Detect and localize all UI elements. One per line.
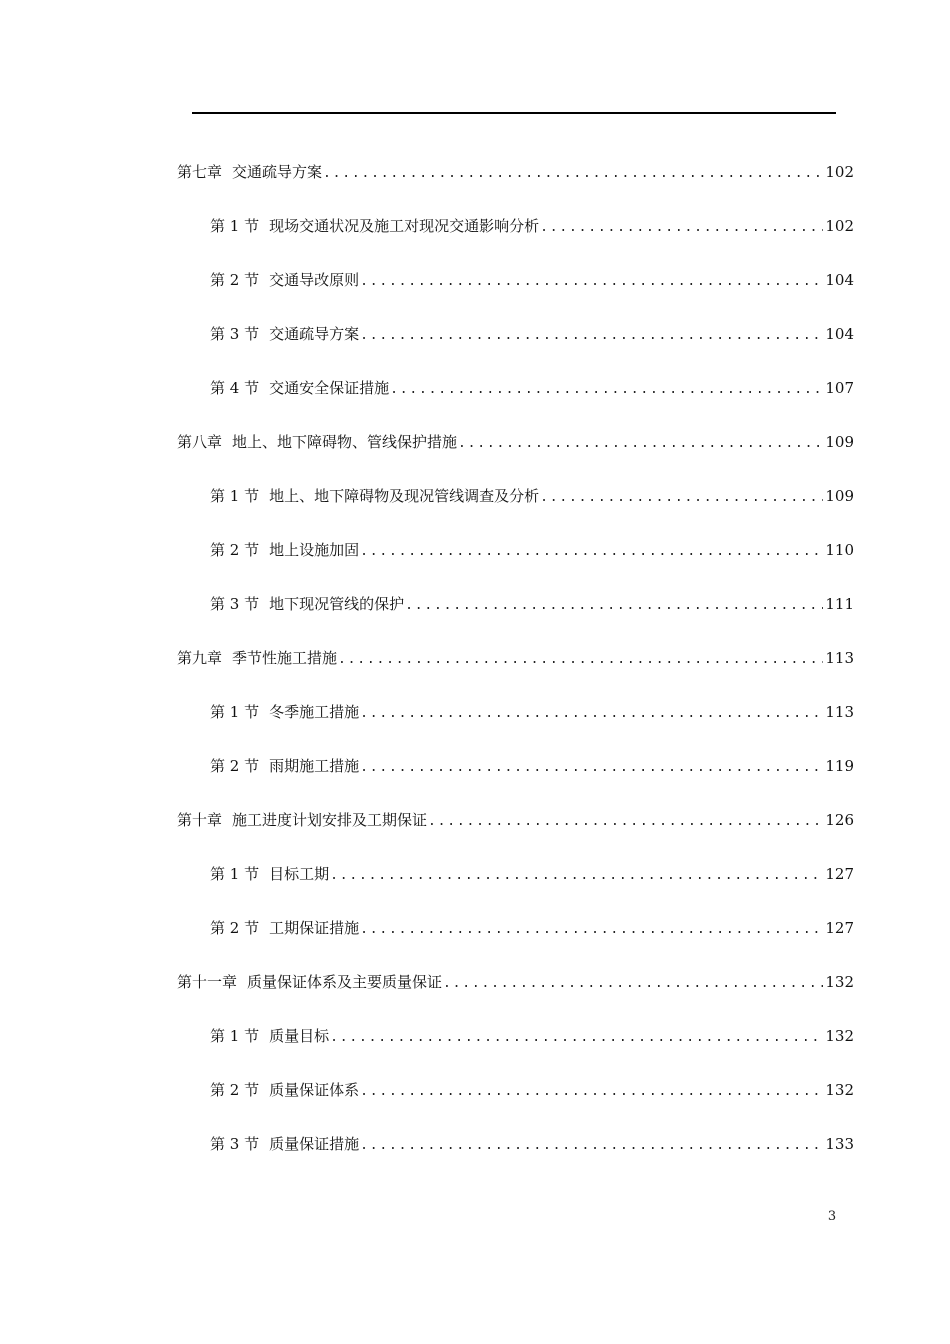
entry-title: 地上、地下障碍物、管线保护措施 <box>232 433 458 451</box>
entry-page-number: 104 <box>825 271 854 289</box>
entry-page-number: 113 <box>825 649 854 667</box>
entry-title: 施工进度计划安排及工期保证 <box>232 811 428 829</box>
entry-title: 质量目标 <box>269 1027 330 1045</box>
entry-title: 质量保证体系 <box>269 1081 360 1099</box>
entry-number: 第 1 节 <box>210 865 260 883</box>
entry-number: 第 2 节 <box>210 271 260 289</box>
entry-page-number: 113 <box>825 703 854 721</box>
dot-leader <box>360 920 823 940</box>
dot-leader <box>360 326 823 346</box>
entry-number: 第 3 节 <box>210 595 260 613</box>
entry-number: 第 2 节 <box>210 541 260 559</box>
entry-title: 地下现况管线的保护 <box>269 595 405 613</box>
dot-leader <box>330 1028 823 1048</box>
entry-title: 现场交通状况及施工对现况交通影响分析 <box>269 217 540 235</box>
entry-page-number: 107 <box>825 379 854 397</box>
toc-entry-section[interactable] <box>210 1134 854 1156</box>
toc-entry-chapter-8[interactable] <box>177 432 854 454</box>
entry-title: 交通疏导方案 <box>269 325 360 343</box>
toc-entry-section[interactable] <box>210 702 854 724</box>
entry-page-number: 102 <box>825 217 854 235</box>
dot-leader <box>360 542 823 562</box>
dot-leader <box>443 974 823 994</box>
entry-title: 地上、地下障碍物及现况管线调查及分析 <box>269 487 540 505</box>
entry-page-number: 109 <box>825 433 854 451</box>
entry-number: 第 2 节 <box>210 919 260 937</box>
entry-page-number: 127 <box>825 865 854 883</box>
entry-number: 第 2 节 <box>210 1081 260 1099</box>
entry-page-number: 104 <box>825 325 854 343</box>
entry-number: 第 4 节 <box>210 379 260 397</box>
dot-leader <box>360 1082 823 1102</box>
dot-leader <box>540 488 823 508</box>
entry-page-number: 119 <box>825 757 854 775</box>
entry-number: 第 1 节 <box>210 1027 260 1045</box>
entry-title: 地上设施加固 <box>269 541 360 559</box>
entry-page-number: 132 <box>825 1081 854 1099</box>
entry-number: 第 3 节 <box>210 325 260 343</box>
entry-page-number: 132 <box>825 973 854 991</box>
toc-entry-section[interactable] <box>210 1080 854 1102</box>
toc-entry-section[interactable] <box>210 540 854 562</box>
entry-title: 冬季施工措施 <box>269 703 360 721</box>
page-number: 3 <box>827 1209 837 1224</box>
entry-page-number: 110 <box>825 541 854 559</box>
toc-entry-section[interactable] <box>210 1026 854 1048</box>
toc-entry-section[interactable] <box>210 324 854 346</box>
toc-entry-section[interactable] <box>210 378 854 400</box>
entry-title: 雨期施工措施 <box>269 757 360 775</box>
entry-title: 工期保证措施 <box>269 919 360 937</box>
entry-number: 第九章 <box>177 649 223 667</box>
entry-page-number: 126 <box>825 811 854 829</box>
entry-page-number: 111 <box>825 595 854 613</box>
entry-number: 第八章 <box>177 433 223 451</box>
entry-number: 第 1 节 <box>210 703 260 721</box>
entry-title: 交通安全保证措施 <box>269 379 390 397</box>
entry-title: 季节性施工措施 <box>232 649 338 667</box>
entry-page-number: 109 <box>825 487 854 505</box>
entry-page-number: 133 <box>825 1135 854 1153</box>
toc-entry-section[interactable] <box>210 864 854 886</box>
entry-number: 第七章 <box>177 163 223 181</box>
entry-page-number: 127 <box>825 919 854 937</box>
toc-entry-section[interactable] <box>210 756 854 778</box>
toc-entry-section[interactable] <box>210 918 854 940</box>
dot-leader <box>338 650 823 670</box>
entry-number: 第 1 节 <box>210 217 260 235</box>
toc-entry-section[interactable] <box>210 270 854 292</box>
dot-leader <box>458 434 823 454</box>
entry-page-number: 102 <box>825 163 854 181</box>
entry-number: 第 2 节 <box>210 757 260 775</box>
dot-leader <box>405 596 823 616</box>
toc-entry-chapter-11[interactable] <box>177 972 854 994</box>
entry-number: 第 1 节 <box>210 487 260 505</box>
toc-entry-chapter-9[interactable] <box>177 648 854 670</box>
entry-number: 第十章 <box>177 811 223 829</box>
entry-title: 交通疏导方案 <box>232 163 323 181</box>
toc-entry-chapter-7[interactable] <box>177 162 854 184</box>
dot-leader <box>360 1136 823 1156</box>
dot-leader <box>323 164 823 184</box>
dot-leader <box>428 812 823 832</box>
entry-title: 交通导改原则 <box>269 271 360 289</box>
dot-leader <box>360 758 823 778</box>
dot-leader <box>360 704 823 724</box>
dot-leader <box>330 866 823 886</box>
toc-entry-section[interactable] <box>210 594 854 616</box>
entry-number: 第 3 节 <box>210 1135 260 1153</box>
entry-page-number: 132 <box>825 1027 854 1045</box>
toc-entry-chapter-10[interactable] <box>177 810 854 832</box>
entry-number: 第十一章 <box>177 973 238 991</box>
toc-entry-section[interactable] <box>210 486 854 508</box>
dot-leader <box>540 218 823 238</box>
entry-title: 质量保证措施 <box>269 1135 360 1153</box>
entry-title: 目标工期 <box>269 865 330 883</box>
entry-title: 质量保证体系及主要质量保证 <box>247 973 443 991</box>
dot-leader <box>390 380 823 400</box>
toc-entry-section[interactable] <box>210 216 854 238</box>
dot-leader <box>360 272 823 292</box>
